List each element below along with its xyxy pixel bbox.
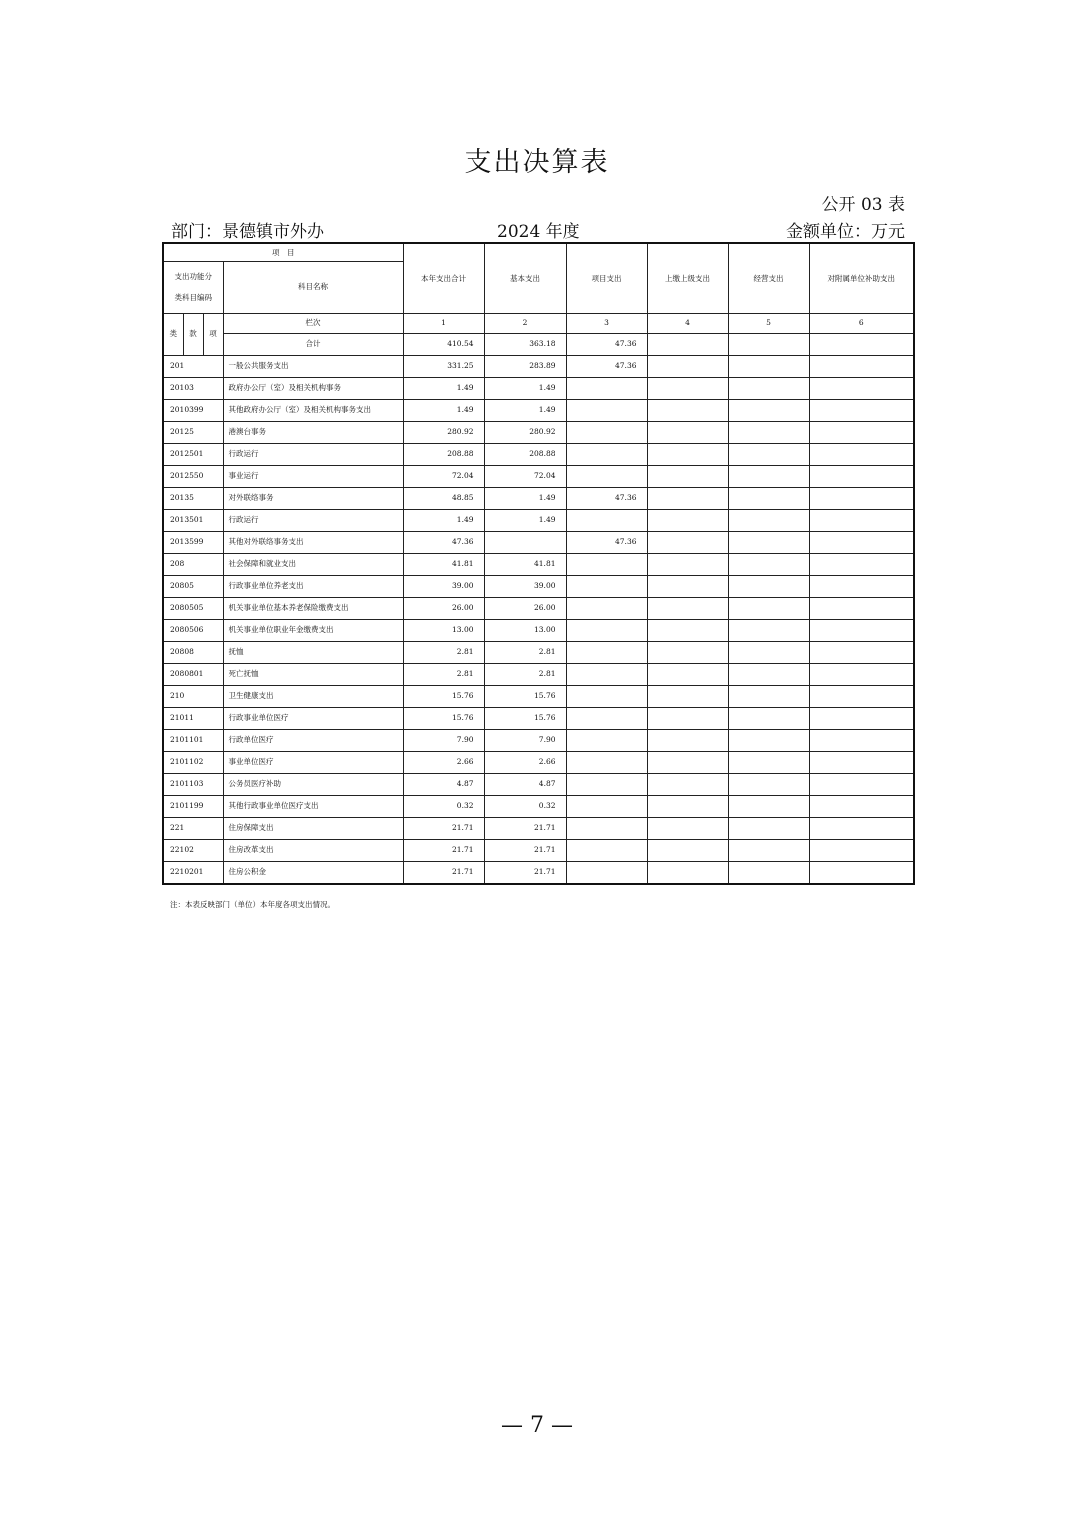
page-title: 支出决算表 <box>464 147 610 178</box>
row-total: 48.85 <box>403 487 484 509</box>
row-total: 41.81 <box>403 553 484 575</box>
row-subsidiary <box>809 597 914 619</box>
table-row <box>163 553 914 575</box>
row-upper <box>647 443 728 465</box>
row-total: 0.32 <box>403 795 484 817</box>
row-project <box>566 443 647 465</box>
row-code: 2013501 <box>163 509 223 531</box>
row-total: 39.00 <box>403 575 484 597</box>
row-subject-name: 住房保障支出 <box>223 817 403 839</box>
table-row <box>163 729 914 751</box>
row-basic: 26.00 <box>484 597 566 619</box>
row-business <box>728 531 809 553</box>
row-code: 22102 <box>163 839 223 861</box>
table-row <box>163 597 914 619</box>
col-total-header: 本年支出合计 <box>403 243 484 313</box>
row-basic: 21.71 <box>484 861 566 884</box>
col-number-5: 5 <box>728 313 809 333</box>
row-basic: 72.04 <box>484 465 566 487</box>
row-subsidiary <box>809 839 914 861</box>
row-total: 21.71 <box>403 839 484 861</box>
row-subsidiary <box>809 553 914 575</box>
row-code: 210 <box>163 685 223 707</box>
row-total: 2.81 <box>403 641 484 663</box>
row-code: 2101101 <box>163 729 223 751</box>
row-project <box>566 619 647 641</box>
row-business <box>728 619 809 641</box>
row-basic: 4.87 <box>484 773 566 795</box>
table-row <box>163 839 914 861</box>
row-subsidiary <box>809 773 914 795</box>
row-project <box>566 839 647 861</box>
row-code: 2101199 <box>163 795 223 817</box>
row-subsidiary <box>809 465 914 487</box>
table-row <box>163 861 914 884</box>
row-code: 20103 <box>163 377 223 399</box>
row-subsidiary <box>809 861 914 884</box>
row-subsidiary <box>809 707 914 729</box>
table-row <box>163 509 914 531</box>
row-total: 15.76 <box>403 707 484 729</box>
row-project <box>566 685 647 707</box>
row-subsidiary <box>809 399 914 421</box>
row-total: 21.71 <box>403 817 484 839</box>
row-code: 21011 <box>163 707 223 729</box>
row-project <box>566 421 647 443</box>
row-upper <box>647 619 728 641</box>
row-upper <box>647 685 728 707</box>
row-subsidiary <box>809 355 914 377</box>
row-business <box>728 729 809 751</box>
row-project <box>566 399 647 421</box>
row-basic: 283.89 <box>484 355 566 377</box>
row-upper <box>647 839 728 861</box>
row-subsidiary <box>809 509 914 531</box>
row-upper <box>647 597 728 619</box>
row-subject-name: 卫生健康支出 <box>223 685 403 707</box>
row-basic: 21.71 <box>484 839 566 861</box>
lanci-label: 栏次 <box>223 313 403 333</box>
row-upper <box>647 531 728 553</box>
total-project: 47.36 <box>566 333 647 355</box>
row-basic: 2.81 <box>484 663 566 685</box>
row-upper <box>647 861 728 884</box>
table-row <box>163 443 914 465</box>
row-subject-name: 事业运行 <box>223 465 403 487</box>
row-code: 2080801 <box>163 663 223 685</box>
row-project <box>566 795 647 817</box>
row-subsidiary <box>809 443 914 465</box>
row-project <box>566 641 647 663</box>
col-project-header: 项目支出 <box>566 243 647 313</box>
row-business <box>728 465 809 487</box>
row-basic: 1.49 <box>484 509 566 531</box>
row-subsidiary <box>809 531 914 553</box>
row-business <box>728 553 809 575</box>
row-business <box>728 641 809 663</box>
row-total: 1.49 <box>403 509 484 531</box>
row-business <box>728 773 809 795</box>
row-total: 21.71 <box>403 861 484 884</box>
table-row <box>163 465 914 487</box>
row-upper <box>647 663 728 685</box>
row-subsidiary <box>809 795 914 817</box>
row-subject-name: 行政事业单位养老支出 <box>223 575 403 597</box>
row-business <box>728 399 809 421</box>
row-business <box>728 377 809 399</box>
row-upper <box>647 795 728 817</box>
row-total: 208.88 <box>403 443 484 465</box>
row-basic: 2.81 <box>484 641 566 663</box>
table-row <box>163 619 914 641</box>
row-upper <box>647 641 728 663</box>
row-business <box>728 487 809 509</box>
row-upper <box>647 421 728 443</box>
row-total: 280.92 <box>403 421 484 443</box>
row-code: 2012501 <box>163 443 223 465</box>
row-project <box>566 553 647 575</box>
func-code-header <box>163 261 223 313</box>
form-code: 公开 03 表 <box>821 195 905 215</box>
row-subject-name: 抚恤 <box>223 641 403 663</box>
row-code: 20805 <box>163 575 223 597</box>
row-subject-name: 行政运行 <box>223 443 403 465</box>
row-code: 2080505 <box>163 597 223 619</box>
row-upper <box>647 377 728 399</box>
row-subsidiary <box>809 575 914 597</box>
row-subject-name: 行政事业单位医疗 <box>223 707 403 729</box>
row-total: 47.36 <box>403 531 484 553</box>
row-subject-name: 行政单位医疗 <box>223 729 403 751</box>
row-code: 2210201 <box>163 861 223 884</box>
department-label: 部门：景德镇市外办 <box>171 222 324 242</box>
total-subsidiary <box>809 333 914 355</box>
row-subject-name: 住房改革支出 <box>223 839 403 861</box>
row-business <box>728 509 809 531</box>
row-code: 2101102 <box>163 751 223 773</box>
total-basic: 363.18 <box>484 333 566 355</box>
row-basic: 15.76 <box>484 685 566 707</box>
subject-name-header: 科目名称 <box>223 261 403 313</box>
row-business <box>728 575 809 597</box>
row-subject-name: 机关事业单位职业年金缴费支出 <box>223 619 403 641</box>
row-business <box>728 861 809 884</box>
xiang-header: 项 <box>203 313 223 355</box>
row-subsidiary <box>809 729 914 751</box>
row-subject-name: 公务员医疗补助 <box>223 773 403 795</box>
row-subsidiary <box>809 377 914 399</box>
row-business <box>728 355 809 377</box>
row-subject-name: 其他对外联络事务支出 <box>223 531 403 553</box>
table-row <box>163 663 914 685</box>
row-project: 47.36 <box>566 487 647 509</box>
row-basic: 15.76 <box>484 707 566 729</box>
fiscal-year: 2024 年度 <box>497 222 580 242</box>
row-total: 1.49 <box>403 399 484 421</box>
row-total: 2.81 <box>403 663 484 685</box>
row-code: 2010399 <box>163 399 223 421</box>
row-subsidiary <box>809 817 914 839</box>
project-header: 项 目 <box>163 243 403 261</box>
row-project: 47.36 <box>566 531 647 553</box>
row-upper <box>647 751 728 773</box>
row-basic: 13.00 <box>484 619 566 641</box>
row-upper <box>647 817 728 839</box>
col-number-3: 3 <box>566 313 647 333</box>
row-upper <box>647 399 728 421</box>
table-row <box>163 399 914 421</box>
row-upper <box>647 465 728 487</box>
row-subject-name: 其他行政事业单位医疗支出 <box>223 795 403 817</box>
row-upper <box>647 355 728 377</box>
row-project: 47.36 <box>566 355 647 377</box>
row-business <box>728 663 809 685</box>
row-upper <box>647 487 728 509</box>
table-row <box>163 773 914 795</box>
row-project <box>566 465 647 487</box>
row-total: 1.49 <box>403 377 484 399</box>
row-basic: 0.32 <box>484 795 566 817</box>
row-subject-name: 事业单位医疗 <box>223 751 403 773</box>
row-total: 7.90 <box>403 729 484 751</box>
page-number: — 7 — <box>501 1413 573 1438</box>
row-basic: 208.88 <box>484 443 566 465</box>
row-upper <box>647 729 728 751</box>
row-business <box>728 443 809 465</box>
row-project <box>566 817 647 839</box>
table-row <box>163 575 914 597</box>
func-code-line2: 类科目编码 <box>174 293 212 302</box>
row-upper <box>647 575 728 597</box>
row-project <box>566 729 647 751</box>
row-subsidiary <box>809 685 914 707</box>
row-subject-name: 其他政府办公厅（室）及相关机构事务支出 <box>223 399 403 421</box>
total-row <box>163 333 914 355</box>
row-code: 2080506 <box>163 619 223 641</box>
table-row <box>163 487 914 509</box>
row-total: 26.00 <box>403 597 484 619</box>
row-business <box>728 685 809 707</box>
row-subsidiary <box>809 619 914 641</box>
row-upper <box>647 553 728 575</box>
table-row <box>163 817 914 839</box>
total-amount: 410.54 <box>403 333 484 355</box>
total-upper <box>647 333 728 355</box>
row-subject-name: 对外联络事务 <box>223 487 403 509</box>
row-upper <box>647 509 728 531</box>
row-code: 2101103 <box>163 773 223 795</box>
row-subsidiary <box>809 641 914 663</box>
row-project <box>566 751 647 773</box>
row-project <box>566 773 647 795</box>
col-basic-header: 基本支出 <box>484 243 566 313</box>
row-project <box>566 575 647 597</box>
row-business <box>728 795 809 817</box>
kuan-header: 款 <box>183 313 203 355</box>
row-subsidiary <box>809 663 914 685</box>
table-row <box>163 685 914 707</box>
row-subsidiary <box>809 751 914 773</box>
col-number-2: 2 <box>484 313 566 333</box>
row-project <box>566 663 647 685</box>
row-code: 2012550 <box>163 465 223 487</box>
row-subject-name: 政府办公厅（室）及相关机构事务 <box>223 377 403 399</box>
row-subject-name: 住房公积金 <box>223 861 403 884</box>
col-upper-header: 上缴上级支出 <box>647 243 728 313</box>
row-basic: 1.49 <box>484 377 566 399</box>
row-code: 221 <box>163 817 223 839</box>
expenditure-table <box>162 242 915 885</box>
row-subject-name: 一般公共服务支出 <box>223 355 403 377</box>
table-row <box>163 641 914 663</box>
col-subsidiary-header: 对附属单位补助支出 <box>809 243 914 313</box>
row-basic: 39.00 <box>484 575 566 597</box>
row-total: 15.76 <box>403 685 484 707</box>
row-subsidiary <box>809 421 914 443</box>
row-basic: 2.66 <box>484 751 566 773</box>
func-code-line1: 支出功能分 <box>174 272 212 281</box>
row-basic: 21.71 <box>484 817 566 839</box>
row-code: 201 <box>163 355 223 377</box>
row-subject-name: 社会保障和就业支出 <box>223 553 403 575</box>
total-label: 合计 <box>223 333 403 355</box>
row-basic: 280.92 <box>484 421 566 443</box>
row-code: 20808 <box>163 641 223 663</box>
row-code: 208 <box>163 553 223 575</box>
row-total: 4.87 <box>403 773 484 795</box>
row-project <box>566 377 647 399</box>
row-total: 331.25 <box>403 355 484 377</box>
row-subject-name: 行政运行 <box>223 509 403 531</box>
col-business-header: 经营支出 <box>728 243 809 313</box>
row-subject-name: 死亡抚恤 <box>223 663 403 685</box>
table-row <box>163 707 914 729</box>
row-business <box>728 597 809 619</box>
row-code: 20125 <box>163 421 223 443</box>
row-basic: 1.49 <box>484 487 566 509</box>
row-business <box>728 707 809 729</box>
row-basic <box>484 531 566 553</box>
total-business <box>728 333 809 355</box>
table-row <box>163 531 914 553</box>
row-subsidiary <box>809 487 914 509</box>
col-number-6: 6 <box>809 313 914 333</box>
row-project <box>566 707 647 729</box>
row-business <box>728 751 809 773</box>
row-project <box>566 597 647 619</box>
row-basic: 1.49 <box>484 399 566 421</box>
row-upper <box>647 707 728 729</box>
row-subject-name: 机关事业单位基本养老保险缴费支出 <box>223 597 403 619</box>
lei-header: 类 <box>163 313 183 355</box>
table-row <box>163 751 914 773</box>
row-subject-name: 港澳台事务 <box>223 421 403 443</box>
row-total: 13.00 <box>403 619 484 641</box>
table-row <box>163 795 914 817</box>
row-basic: 7.90 <box>484 729 566 751</box>
row-business <box>728 817 809 839</box>
row-basic: 41.81 <box>484 553 566 575</box>
row-code: 20135 <box>163 487 223 509</box>
row-upper <box>647 773 728 795</box>
row-business <box>728 839 809 861</box>
row-total: 72.04 <box>403 465 484 487</box>
col-number-1: 1 <box>403 313 484 333</box>
amount-unit: 金额单位：万元 <box>786 222 905 242</box>
row-total: 2.66 <box>403 751 484 773</box>
col-number-4: 4 <box>647 313 728 333</box>
row-business <box>728 421 809 443</box>
table-row <box>163 355 914 377</box>
row-code: 2013599 <box>163 531 223 553</box>
row-project <box>566 861 647 884</box>
table-note: 注：本表反映部门（单位）本年度各项支出情况。 <box>170 900 335 909</box>
row-project <box>566 509 647 531</box>
table-row <box>163 421 914 443</box>
table-row <box>163 377 914 399</box>
